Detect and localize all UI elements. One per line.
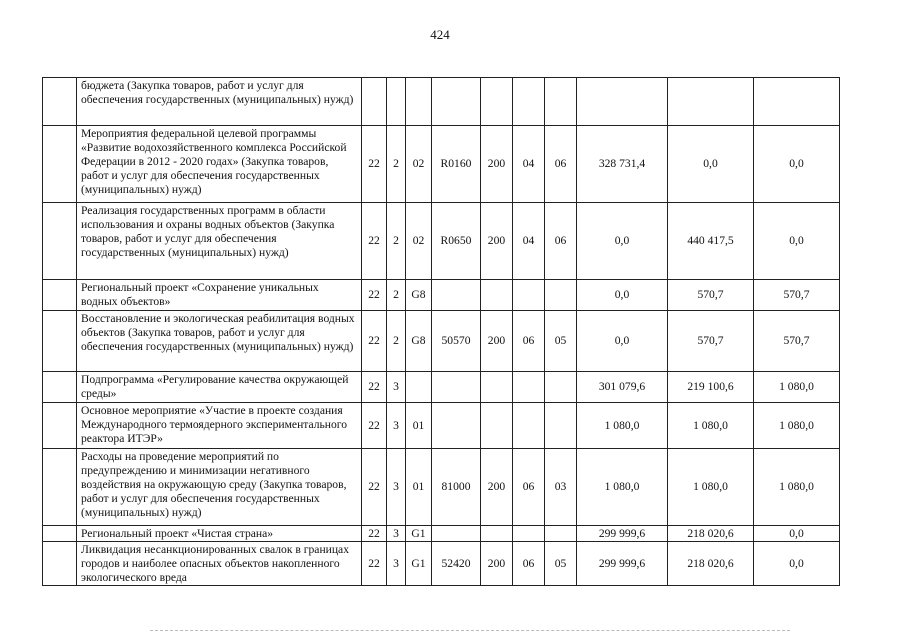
row-name: Восстановление и экологическая реабилитация водных объектов (Закупка товаров, работ и услуг для обеспечения государственных (муниципальных) нужд) — [77, 311, 362, 372]
blank-cell — [43, 126, 77, 203]
amount-year-2: 219 100,6 — [668, 372, 754, 403]
code-expense-type — [481, 526, 513, 542]
row-name: Основное мероприятие «Участие в проекте создания Международного термоядерного экспериментального реактора ИТЭР» — [77, 403, 362, 449]
table-row — [43, 542, 840, 586]
row-name: Реализация государственных программ в области использования и охраны водных объектов (Закупка товаров, работ и услуг для обеспечения государственных (муниципальных) нужд) — [77, 203, 362, 280]
code-ministry: 22 — [362, 372, 387, 403]
table-row — [43, 78, 840, 126]
row-name: Расходы на проведение мероприятий по предупреждению и минимизации негативного воздействия на окружающую среду (Закупка товаров, работ и услуг для обеспечения государственных (муниципальных) нужд) — [77, 449, 362, 526]
code-expense-type — [481, 372, 513, 403]
amount-year-2: 1 080,0 — [668, 449, 754, 526]
code-ministry — [362, 78, 387, 126]
row-name: Региональный проект «Сохранение уникальных водных объектов» — [77, 280, 362, 311]
amount-year-3: 570,7 — [754, 280, 840, 311]
table-row — [43, 126, 840, 203]
blank-cell — [43, 78, 77, 126]
code-section — [513, 372, 545, 403]
amount-year-2: 0,0 — [668, 126, 754, 203]
table-row — [43, 311, 840, 372]
amount-year-3: 0,0 — [754, 126, 840, 203]
blank-cell — [43, 526, 77, 542]
amount-year-1: 328 731,4 — [577, 126, 668, 203]
table-row — [43, 372, 840, 403]
code-section — [513, 526, 545, 542]
amount-year-1: 301 079,6 — [577, 372, 668, 403]
amount-year-3: 1 080,0 — [754, 372, 840, 403]
code-event: 02 — [406, 203, 432, 280]
code-direction — [432, 372, 481, 403]
code-direction — [432, 78, 481, 126]
code-subsection: 03 — [545, 449, 577, 526]
code-ministry: 22 — [362, 449, 387, 526]
blank-cell — [43, 403, 77, 449]
code-direction — [432, 526, 481, 542]
amount-year-1: 299 999,6 — [577, 526, 668, 542]
code-direction: 52420 — [432, 542, 481, 586]
code-section — [513, 403, 545, 449]
code-ministry: 22 — [362, 542, 387, 586]
code-subsection: 06 — [545, 203, 577, 280]
code-subprogram: 2 — [387, 203, 406, 280]
code-subsection — [545, 280, 577, 311]
amount-year-1: 0,0 — [577, 203, 668, 280]
amount-year-2 — [668, 78, 754, 126]
code-event: G1 — [406, 542, 432, 586]
row-name: Мероприятия федеральной целевой программы «Развитие водохозяйственного комплекса Российской Федерации в 2012 - 2020 годах» (Закупка товаров, работ и услуг для обеспечения государственных (муниципальных) нужд) — [77, 126, 362, 203]
code-subprogram: 2 — [387, 280, 406, 311]
code-event: 01 — [406, 449, 432, 526]
code-subsection: 05 — [545, 542, 577, 586]
code-expense-type — [481, 78, 513, 126]
code-expense-type — [481, 280, 513, 311]
code-subprogram: 3 — [387, 372, 406, 403]
amount-year-2: 440 417,5 — [668, 203, 754, 280]
code-subprogram: 2 — [387, 126, 406, 203]
amount-year-1: 0,0 — [577, 280, 668, 311]
amount-year-1: 1 080,0 — [577, 449, 668, 526]
budget-table — [42, 77, 840, 586]
table-row — [43, 203, 840, 280]
code-expense-type: 200 — [481, 126, 513, 203]
amount-year-3: 570,7 — [754, 311, 840, 372]
code-expense-type: 200 — [481, 449, 513, 526]
table-row — [43, 449, 840, 526]
page-number: 424 — [430, 27, 450, 42]
amount-year-2: 570,7 — [668, 280, 754, 311]
row-name: бюджета (Закупка товаров, работ и услуг для обеспечения государственных (муниципальных) нужд) — [77, 78, 362, 126]
amount-year-1: 1 080,0 — [577, 403, 668, 449]
code-ministry: 22 — [362, 203, 387, 280]
code-expense-type: 200 — [481, 311, 513, 372]
code-subprogram: 2 — [387, 311, 406, 372]
blank-cell — [43, 449, 77, 526]
code-subsection — [545, 403, 577, 449]
code-event: 01 — [406, 403, 432, 449]
code-subprogram: 3 — [387, 449, 406, 526]
code-expense-type — [481, 403, 513, 449]
code-direction: 50570 — [432, 311, 481, 372]
code-subprogram: 3 — [387, 403, 406, 449]
amount-year-3: 0,0 — [754, 203, 840, 280]
code-direction — [432, 403, 481, 449]
code-event — [406, 372, 432, 403]
amount-year-2: 1 080,0 — [668, 403, 754, 449]
code-direction — [432, 280, 481, 311]
code-subsection — [545, 78, 577, 126]
row-name: Подпрограмма «Регулирование качества окружающей среды» — [77, 372, 362, 403]
code-section — [513, 78, 545, 126]
blank-cell — [43, 372, 77, 403]
code-subprogram: 3 — [387, 526, 406, 542]
blank-cell — [43, 311, 77, 372]
code-subsection: 05 — [545, 311, 577, 372]
code-section: 06 — [513, 311, 545, 372]
code-event: G8 — [406, 280, 432, 311]
amount-year-3: 1 080,0 — [754, 449, 840, 526]
row-name: Региональный проект «Чистая страна» — [77, 526, 362, 542]
table-row — [43, 280, 840, 311]
amount-year-1: 0,0 — [577, 311, 668, 372]
amount-year-3: 0,0 — [754, 526, 840, 542]
code-direction: 81000 — [432, 449, 481, 526]
code-event — [406, 78, 432, 126]
code-expense-type: 200 — [481, 203, 513, 280]
amount-year-1 — [577, 78, 668, 126]
amount-year-2: 218 020,6 — [668, 542, 754, 586]
code-event: G8 — [406, 311, 432, 372]
table-row — [43, 526, 840, 542]
amount-year-3: 1 080,0 — [754, 403, 840, 449]
amount-year-3 — [754, 78, 840, 126]
amount-year-2: 218 020,6 — [668, 526, 754, 542]
code-ministry: 22 — [362, 126, 387, 203]
code-subsection: 06 — [545, 126, 577, 203]
code-subsection — [545, 526, 577, 542]
code-ministry: 22 — [362, 526, 387, 542]
code-section — [513, 280, 545, 311]
code-subprogram — [387, 78, 406, 126]
code-section: 04 — [513, 126, 545, 203]
code-section: 06 — [513, 449, 545, 526]
blank-cell — [43, 203, 77, 280]
code-subprogram: 3 — [387, 542, 406, 586]
code-ministry: 22 — [362, 280, 387, 311]
amount-year-3: 0,0 — [754, 542, 840, 586]
row-name: Ликвидация несанкционированных свалок в границах городов и наиболее опасных объектов накопленного экологического вреда — [77, 542, 362, 586]
code-subsection — [545, 372, 577, 403]
code-section: 06 — [513, 542, 545, 586]
amount-year-2: 570,7 — [668, 311, 754, 372]
amount-year-1: 299 999,6 — [577, 542, 668, 586]
code-direction: R0650 — [432, 203, 481, 280]
code-direction: R0160 — [432, 126, 481, 203]
bottom-divider — [150, 630, 790, 631]
table-row — [43, 403, 840, 449]
code-ministry: 22 — [362, 403, 387, 449]
code-ministry: 22 — [362, 311, 387, 372]
blank-cell — [43, 542, 77, 586]
code-expense-type: 200 — [481, 542, 513, 586]
code-event: 02 — [406, 126, 432, 203]
code-event: G1 — [406, 526, 432, 542]
blank-cell — [43, 280, 77, 311]
code-section: 04 — [513, 203, 545, 280]
